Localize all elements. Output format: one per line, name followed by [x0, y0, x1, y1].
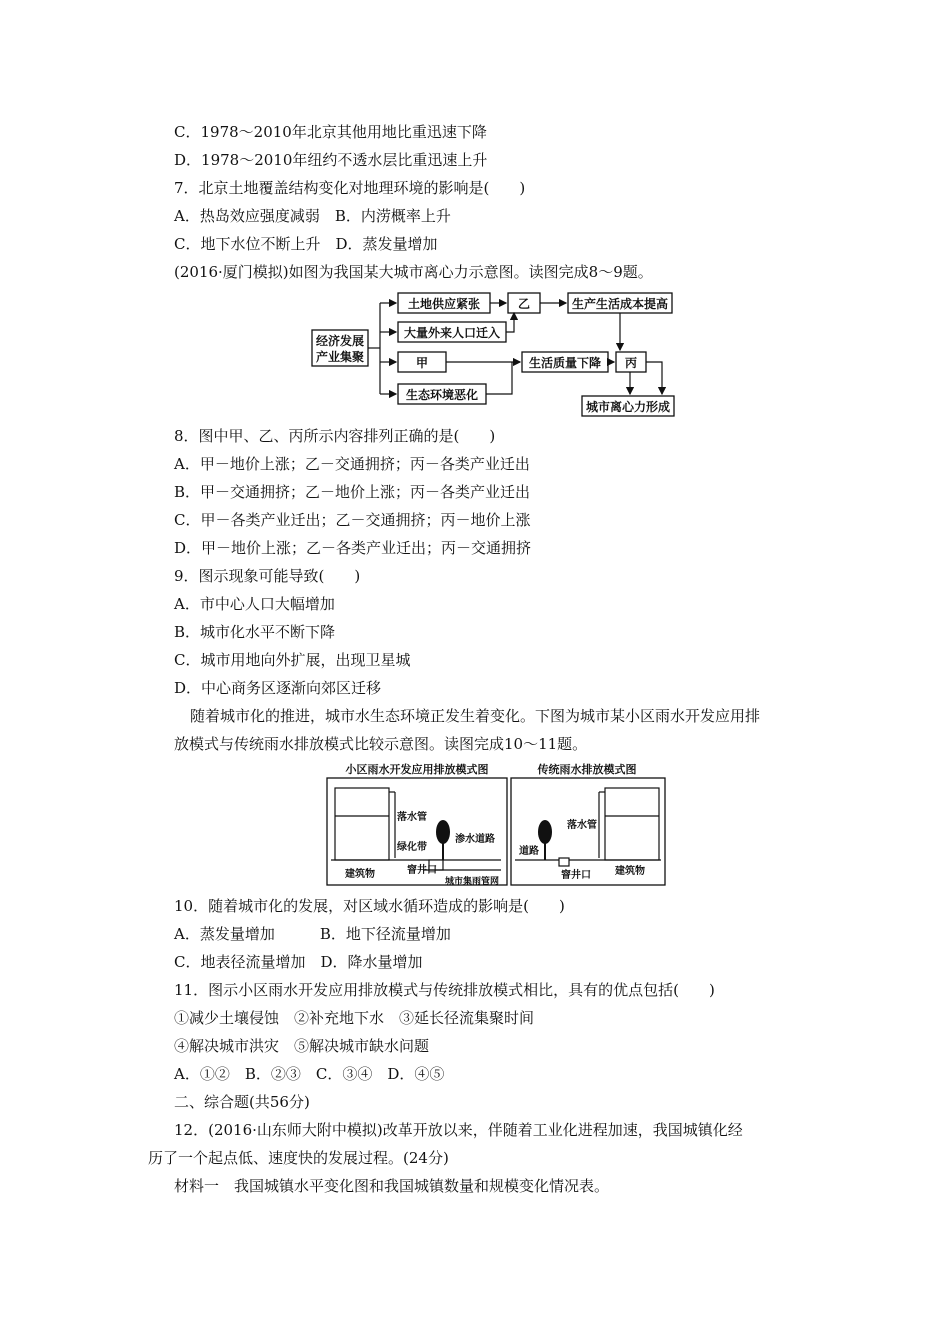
question-12-line2: 历了一个起点低、速度快的发展过程。(24分) [148, 1149, 449, 1167]
flow-life: 生活质量下降 [528, 356, 602, 370]
left-seep-label: 渗水道路 [455, 834, 495, 845]
flow-result: 城市离心力形成 [585, 400, 671, 414]
option-b-q8: B．甲－交通拥挤；乙－地价上涨；丙－各类产业迁出 [174, 483, 531, 501]
intro-q8-9: (2016·厦门模拟)如图为我国某大城市离心力示意图。读图完成8～9题。 [174, 263, 653, 281]
left-building-label: 建筑物 [345, 869, 375, 880]
flow-yi: 乙 [517, 297, 531, 311]
right-road-label: 道路 [519, 846, 539, 857]
option-a-q9: A．市中心人口大幅增加 [174, 595, 335, 613]
material-one: 材料一 我国城镇水平变化图和我国城镇数量和规模变化情况表。 [174, 1177, 610, 1195]
flow-start-line1: 经济发展 [315, 334, 365, 348]
centrifugal-force-diagram [300, 288, 710, 418]
flow-eco: 生态环境恶化 [405, 388, 479, 402]
right-manhole-label: 窨井口 [561, 870, 591, 881]
flow-cost: 生产生活成本提高 [571, 297, 669, 311]
flow-bing: 丙 [624, 356, 638, 370]
intro-paragraph-line2: 放模式与传统雨水排放模式比较示意图。读图完成10～11题。 [174, 735, 588, 753]
left-network-label: 城市集雨管网 [445, 877, 500, 887]
option-c-q9: C．城市用地向外扩展，出现卫星城 [174, 651, 411, 669]
option-c-q6: C．1978～2010年北京其他用地比重迅速下降 [174, 123, 487, 141]
left-manhole-label: 窨井口 [407, 865, 437, 876]
items-q11-line2: ④解决城市洪灾 ⑤解决城市缺水问题 [174, 1037, 430, 1055]
rainwater-diagram [325, 760, 667, 888]
option-c-q8: C．甲－各类产业迁出；乙－交通拥挤；丙－地价上涨 [174, 511, 531, 529]
flow-pop: 大量外来人口迁入 [403, 326, 501, 340]
option-b-q9: B．城市化水平不断下降 [174, 623, 336, 641]
right-pipe-label: 落水管 [567, 820, 597, 831]
options-q11: A．①② B．②③ C．③④ D．④⑤ [174, 1065, 445, 1083]
items-q11-line1: ①减少土壤侵蚀 ②补充地下水 ③延长径流集聚时间 [174, 1009, 535, 1027]
options-ab-q10: A．蒸发量增加 B．地下径流量增加 [174, 925, 451, 943]
options-cd-q10: C．地表径流量增加 D．降水量增加 [174, 953, 423, 971]
flow-start-line2: 产业集聚 [315, 350, 365, 364]
left-building [335, 788, 389, 860]
question-9: 9．图示现象可能导致( ) [174, 567, 361, 585]
right-building [605, 788, 659, 860]
option-a-q8: A．甲－地价上涨；乙－交通拥挤；丙－各类产业迁出 [174, 455, 530, 473]
flow-land: 土地供应紧张 [407, 297, 481, 311]
option-d-q6: D．1978～2010年纽约不透水层比重迅速上升 [174, 151, 488, 169]
right-tree [538, 820, 552, 860]
right-building-label: 建筑物 [615, 866, 645, 877]
options-ab-q7: A．热岛效应强度减弱 B．内涝概率上升 [174, 207, 451, 225]
question-8: 8．图中甲、乙、丙所示内容排列正确的是( ) [174, 427, 496, 445]
flow-jia: 甲 [415, 356, 429, 370]
left-green-label: 绿化带 [397, 842, 427, 853]
question-10: 10．随着城市化的发展，对区域水循环造成的影响是( ) [174, 897, 565, 915]
option-d-q9: D．中心商务区逐渐向郊区迁移 [174, 679, 382, 697]
question-11: 11．图示小区雨水开发应用排放模式与传统排放模式相比，具有的优点包括( ) [174, 981, 715, 999]
intro-paragraph-line1: 随着城市化的推进，城市水生态环境正发生着变化。下图为城市某小区雨水开发应用排 [190, 707, 761, 725]
left-tree [436, 820, 450, 860]
right-title: 传统雨水排放模式图 [537, 763, 637, 776]
option-d-q8: D．甲－地价上涨；乙－各类产业迁出；丙－交通拥挤 [174, 539, 532, 557]
left-title: 小区雨水开发应用排放模式图 [345, 763, 489, 776]
question-7: 7．北京土地覆盖结构变化对地理环境的影响是( ) [174, 179, 526, 197]
question-12-line1: 12．(2016·山东师大附中模拟)改革开放以来，伴随着工业化进程加速，我国城镇化经 [174, 1121, 743, 1139]
left-pipe-label: 落水管 [397, 812, 427, 823]
options-cd-q7: C．地下水位不断上升 D．蒸发量增加 [174, 235, 438, 253]
section-heading: 二、综合题(共56分) [174, 1093, 310, 1111]
